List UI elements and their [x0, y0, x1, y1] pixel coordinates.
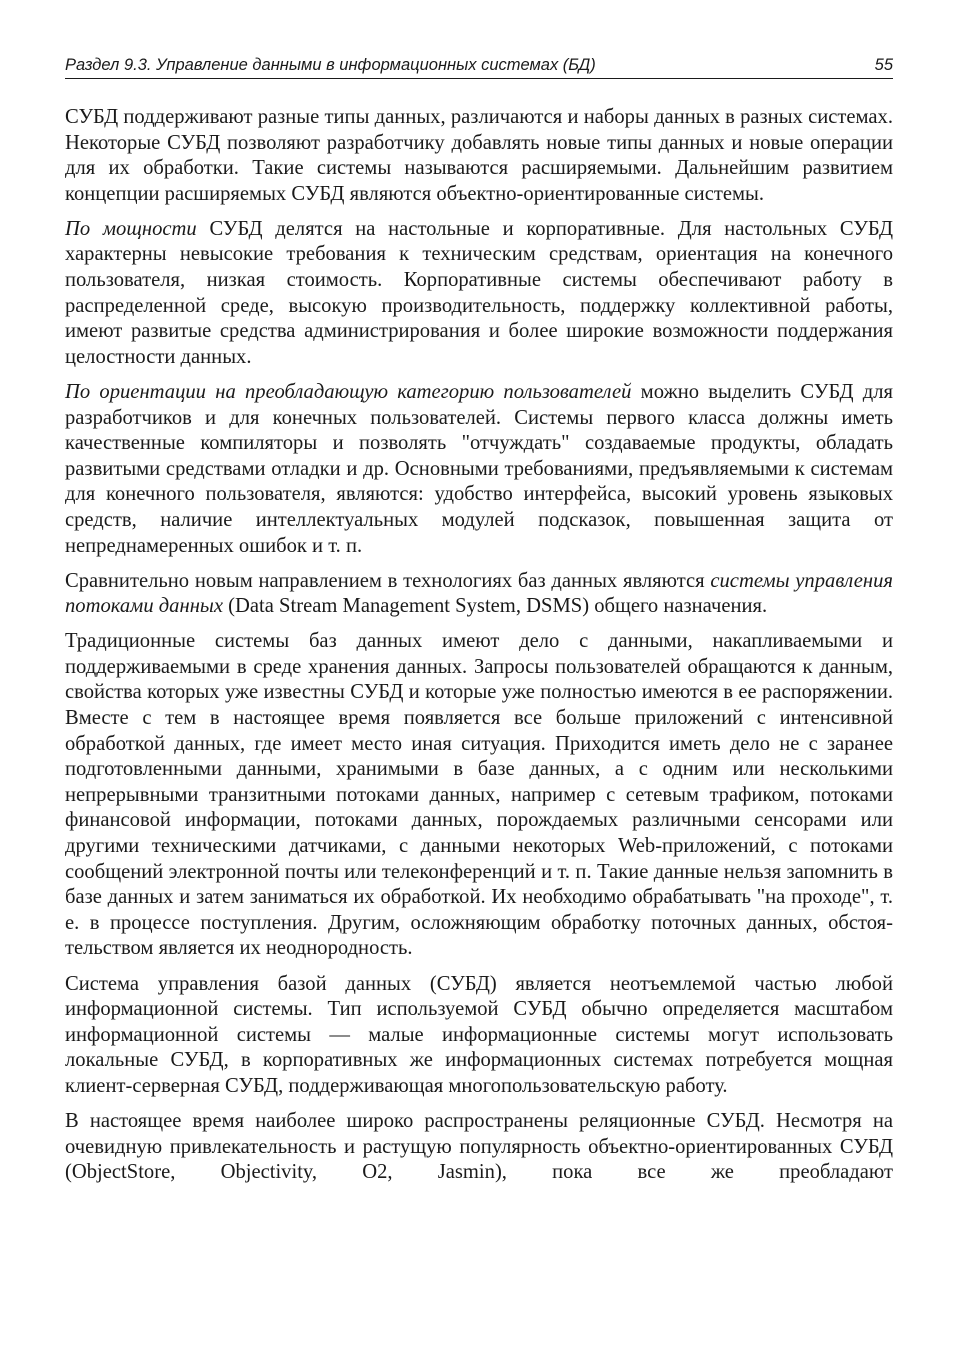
paragraph-5: [65, 629, 893, 962]
paragraph-2: [65, 217, 893, 371]
paragraph-2-italic-lead: По мощности: [65, 217, 197, 240]
paragraph-2-text: СУБД делятся на настольные и корпоративные. Для настольных СУБД характерны невысокие требования к техническим средствам, ориентация на конечного пользователя, низкая стоимость. Корпоративные системы обеспечивают работу в распределенной среде, высокую производительность, поддержку коллективной работы, имеют развитые средства администрирования и более широкие возможности поддержания целостности данных.: [65, 217, 893, 368]
body-text: [65, 105, 893, 1186]
document-page: [65, 56, 893, 1195]
paragraph-4-text-after: (Data Stream Management System, DSMS) общего назначения.: [223, 595, 768, 618]
paragraph-6: [65, 972, 893, 1100]
paragraph-6-text: Система управления базой данных (СУБД) является неотъемлемой частью любой информационной системы. Тип используемой СУБД обычно определяется масштабом информационной системы — малые информационные системы могут использовать локальные СУБД, в корпоративных же информационных системах потребуется мощная клиент-серверная СУБД, поддерживающая многопользовательскую работу.: [65, 972, 893, 1097]
page-number: 55: [874, 56, 893, 74]
paragraph-3-italic-lead: По ориентации на преобладающую категорию пользователей: [65, 380, 632, 403]
running-header: [65, 56, 893, 79]
paragraph-3: [65, 380, 893, 559]
paragraph-7-text: В настоящее время наиболее широко распространены реляционные СУБД. Несмотря на очевидную привлекательность и растущую популярность объектно-ориентированных СУБД (ObjectStore, Objectivity, O2, Jasmin), пока все же преобладают: [65, 1109, 893, 1184]
paragraph-7: [65, 1109, 893, 1186]
paragraph-3-text: можно выделить СУБД для разработчиков и для конечных пользователей. Системы первого класса должны иметь качественные компиляторы и позволять "отчуждать" создаваемые продукты, обладать развитыми средствами отладки и др. Основными требованиями, предъявляемыми к системам для конечного пользователя, являются: удобство интерфейса, высокий уровень языковых средств, наличие интеллектуальных модулей подсказок, повышенная защита от непреднамеренных ошибок и т. п.: [65, 380, 894, 557]
paragraph-4: [65, 569, 893, 620]
section-title: Раздел 9.3. Управление данными в информационных системах (БД): [65, 56, 596, 74]
paragraph-1-text: СУБД поддерживают разные типы данных, различаются и наборы данных в разных системах. Некоторые СУБД позволяют разработчику добавлять новые типы данных и новые операции для их обработки. Такие системы называются расширяемыми. Дальнейшим развитием концепции расширяемых СУБД являются объектно-ориентированные системы.: [65, 106, 893, 205]
paragraph-4-italic-term: системы управления потоками данных: [65, 569, 893, 618]
paragraph-5-text: Традиционные системы баз данных имеют дело с данными, накапливаемыми и поддерживаемыми в среде хранения данных. Запросы пользователей обращаются к данным, свойства которых уже известны СУБД и которые уже полностью имеются в ее распоряжении. Вместе с тем в настоящее время появляется все больше приложений с интенсивной обработкой данных, где имеет место иная ситуация. Приходится иметь дело не с заранее подготовленными данными, хранимыми в базе данных, а с одним или несколькими непрерывными транзитными потоками данных, например с сетевым трафиком, потоками финансовой информации, потоками данных, порождаемых различными сенсорами или другими техническими датчиками, с данными некоторых Web-приложений, с потоками сообщений электронной почты или телеконференций и т. п. Такие данные нельзя запомнить в базе данных и затем заниматься их обработкой. Их необходимо обрабатывать "на проходе", т. е. в процессе поступления. Другим, осложняющим обработку поточных данных, обстоятельством является их неоднородность.: [65, 630, 893, 960]
paragraph-4-text-before: Сравнительно новым направлением в технологиях баз данных являются: [65, 569, 711, 592]
paragraph-1: [65, 105, 893, 207]
